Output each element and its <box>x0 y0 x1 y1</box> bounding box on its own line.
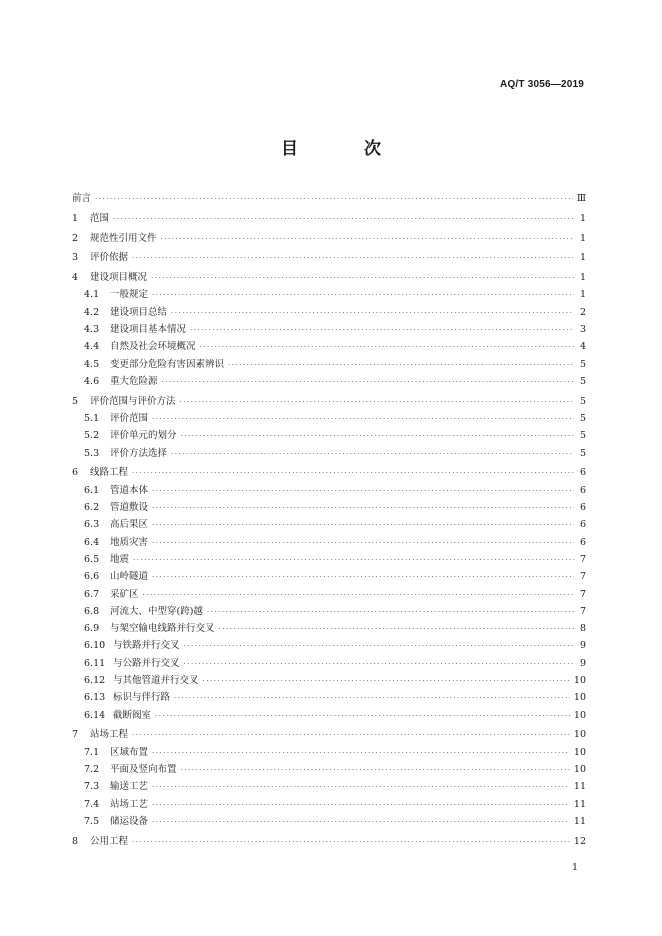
toc-entry[interactable] <box>72 707 586 724</box>
dot-leader <box>184 656 574 673</box>
toc-entry-page: 5 <box>579 395 586 407</box>
toc-entry-page: 11 <box>573 798 586 810</box>
toc-entry-number: 6.12 <box>84 675 106 687</box>
toc-entry[interactable] <box>72 393 586 410</box>
toc-entry-number: 6.13 <box>84 692 106 704</box>
toc-entry-number: 5.1 <box>84 413 100 425</box>
toc-entry-label: 规范性引用文件 <box>90 232 157 244</box>
toc-entry-page: 10 <box>573 709 586 721</box>
toc-entry-page: 6 <box>579 484 586 496</box>
dot-leader <box>95 191 573 208</box>
page-title: 目 次 <box>281 139 411 159</box>
toc-entry-page: 12 <box>573 835 586 847</box>
toc-entry-label: 平面及竖向布置 <box>110 764 177 775</box>
toc-entry[interactable] <box>72 249 586 266</box>
dot-leader <box>152 483 574 500</box>
toc-entry-page: 10 <box>573 729 586 741</box>
page-number: 1 <box>571 862 578 873</box>
toc-entry[interactable] <box>72 637 586 654</box>
dot-leader <box>152 500 574 517</box>
dot-leader <box>171 446 574 463</box>
toc-entry-number: 3 <box>72 252 79 264</box>
dot-leader <box>143 587 574 604</box>
toc-entry-label: 地震 <box>110 553 130 565</box>
toc-entry-page: 7 <box>579 553 586 565</box>
toc-entry-number: 6.14 <box>84 709 106 721</box>
toc-entry-page: 5 <box>579 447 586 459</box>
toc-entry-label: 评价方法选择 <box>110 447 168 459</box>
toc-entry-number: 7.5 <box>84 815 100 827</box>
dot-leader <box>190 322 574 339</box>
toc-entry-label: 与其他管道并行交叉 <box>113 675 199 687</box>
toc-entry-label: 重大危险源 <box>110 375 158 387</box>
toc-entry-number: 2 <box>72 232 79 244</box>
toc-entry-page: 6 <box>579 519 586 531</box>
toc-entry[interactable] <box>72 744 586 761</box>
toc-entry-label: 变更部分危险有害因素辨识 <box>110 358 225 370</box>
toc-entry[interactable] <box>72 499 586 516</box>
dot-leader <box>152 569 574 586</box>
toc-entry-number: 6.6 <box>84 571 100 583</box>
dot-leader <box>200 339 574 356</box>
toc-entry[interactable] <box>72 190 586 207</box>
dot-leader <box>207 604 574 621</box>
toc-entry-label: 管道本体 <box>110 484 149 496</box>
toc-entry-page: 5 <box>579 358 586 370</box>
table-of-contents <box>72 190 586 850</box>
dot-leader <box>228 357 574 374</box>
toc-entry-page: 10 <box>573 675 586 687</box>
dot-leader <box>132 834 570 851</box>
toc-entry-label: 地质灾害 <box>110 536 149 548</box>
toc-entry[interactable] <box>72 603 586 620</box>
toc-entry[interactable] <box>72 356 586 373</box>
toc-entry-label: 评价范围与评价方法 <box>90 395 176 407</box>
toc-entry-page: 1 <box>579 212 586 224</box>
toc-entry-page: 1 <box>579 252 586 264</box>
toc-entry[interactable] <box>72 410 586 427</box>
toc-entry-number: 7.2 <box>84 764 100 775</box>
dot-leader <box>151 270 574 287</box>
dot-leader <box>181 428 574 445</box>
toc-entry[interactable] <box>72 689 586 706</box>
toc-entry-page: 4 <box>579 341 586 353</box>
dot-leader <box>161 231 574 248</box>
toc-entry-number: 5.3 <box>84 447 100 459</box>
toc-entry[interactable] <box>72 833 586 850</box>
toc-entry-label: 高后果区 <box>110 519 149 531</box>
toc-entry-label: 评价依据 <box>90 252 129 264</box>
toc-entry-page: Ⅲ <box>576 193 586 204</box>
toc-entry-number: 6.5 <box>84 553 100 565</box>
toc-entry-page: 10 <box>573 764 586 775</box>
dot-leader <box>174 690 570 707</box>
toc-entry[interactable] <box>72 586 586 603</box>
toc-entry-label: 与铁路并行交叉 <box>113 640 180 652</box>
toc-entry-page: 11 <box>573 781 586 793</box>
dot-leader <box>152 411 574 428</box>
toc-entry[interactable] <box>72 655 586 672</box>
dot-leader <box>152 517 574 534</box>
toc-entry[interactable] <box>72 338 586 355</box>
toc-entry-page: 3 <box>579 324 586 336</box>
toc-entry[interactable] <box>72 778 586 795</box>
toc-entry-label: 前言 <box>72 193 92 204</box>
toc-entry-label: 山岭隧道 <box>110 571 149 583</box>
dot-leader <box>181 762 570 779</box>
toc-entry-page: 7 <box>579 571 586 583</box>
toc-entry[interactable] <box>72 534 586 551</box>
toc-entry[interactable] <box>72 672 586 689</box>
toc-entry[interactable] <box>72 427 586 444</box>
toc-entry-label: 范围 <box>90 212 110 224</box>
dot-leader <box>152 535 574 552</box>
toc-entry-page: 9 <box>579 657 586 669</box>
toc-entry-page: 6 <box>579 502 586 514</box>
toc-entry-number: 4.3 <box>84 324 100 336</box>
toc-entry-label: 储运设备 <box>110 815 149 827</box>
toc-entry-page: 5 <box>579 413 586 425</box>
toc-entry-label: 截断阀室 <box>113 709 152 721</box>
toc-entry-page: 5 <box>579 375 586 387</box>
dot-leader <box>184 638 574 655</box>
toc-entry-number: 4.4 <box>84 341 100 353</box>
toc-entry-label: 采矿区 <box>110 588 139 600</box>
toc-entry-label: 区域布置 <box>110 746 149 758</box>
toc-entry-label: 站场工艺 <box>110 798 149 810</box>
dot-leader <box>132 727 570 744</box>
toc-entry-label: 一般规定 <box>110 289 149 301</box>
toc-entry[interactable] <box>72 464 586 481</box>
dot-leader <box>219 621 574 638</box>
toc-entry[interactable] <box>72 321 586 338</box>
toc-entry[interactable] <box>72 482 586 499</box>
toc-entry-number: 1 <box>72 212 79 224</box>
toc-entry-number: 4.6 <box>84 375 100 387</box>
toc-entry-page: 1 <box>579 232 586 244</box>
toc-entry-label: 输送工艺 <box>110 781 149 793</box>
toc-entry-label: 建设项目概况 <box>90 272 148 284</box>
dot-leader <box>152 745 570 762</box>
dot-leader <box>171 305 574 322</box>
toc-entry-number: 7.4 <box>84 798 100 810</box>
toc-entry-number: 6.7 <box>84 588 100 600</box>
toc-entry-label: 自然及社会环境概况 <box>110 341 196 353</box>
toc-entry-number: 4.5 <box>84 358 100 370</box>
dot-leader <box>180 394 574 411</box>
toc-entry-number: 6.4 <box>84 536 100 548</box>
toc-entry-page: 8 <box>579 623 586 635</box>
dot-leader <box>162 374 574 391</box>
toc-entry[interactable] <box>72 726 586 743</box>
dot-leader <box>152 814 570 831</box>
dot-leader <box>152 287 574 304</box>
toc-entry-number: 6 <box>72 467 79 479</box>
toc-entry-number: 6.8 <box>84 605 100 617</box>
toc-entry-page: 2 <box>579 306 586 318</box>
dot-leader <box>152 779 570 796</box>
toc-entry[interactable] <box>72 445 586 462</box>
toc-entry-number: 6.9 <box>84 623 100 635</box>
toc-entry-label: 河流大、中型穿(跨)越 <box>110 605 203 617</box>
toc-entry-number: 5 <box>72 395 79 407</box>
toc-entry-label: 与公路并行交叉 <box>113 657 180 669</box>
toc-entry-page: 1 <box>579 289 586 301</box>
toc-entry[interactable] <box>72 304 586 321</box>
toc-entry-label: 建设项目基本情况 <box>110 324 187 336</box>
toc-entry-page: 9 <box>579 640 586 652</box>
dot-leader <box>133 552 574 569</box>
toc-entry-label: 标识与伴行路 <box>113 692 171 704</box>
toc-entry-page: 10 <box>573 746 586 758</box>
toc-entry-page: 6 <box>579 536 586 548</box>
toc-entry[interactable] <box>72 551 586 568</box>
toc-entry-page: 11 <box>573 815 586 827</box>
toc-entry-number: 6.3 <box>84 519 100 531</box>
toc-entry-number: 7.1 <box>84 746 100 758</box>
toc-entry-number: 7.3 <box>84 781 100 793</box>
dot-leader <box>155 708 570 725</box>
toc-entry-number: 8 <box>72 835 79 847</box>
toc-entry-page: 6 <box>579 467 586 479</box>
toc-entry-number: 4 <box>72 272 79 284</box>
toc-entry-number: 7 <box>72 729 79 741</box>
toc-entry-number: 6.1 <box>84 484 100 496</box>
toc-entry-label: 站场工程 <box>90 729 129 741</box>
toc-entry[interactable] <box>72 373 586 390</box>
toc-entry-number: 6.10 <box>84 640 106 652</box>
toc-entry[interactable] <box>72 796 586 813</box>
toc-entry[interactable] <box>72 286 586 303</box>
toc-entry[interactable] <box>72 761 586 778</box>
toc-entry-label: 评价范围 <box>110 413 149 425</box>
toc-entry-number: 5.2 <box>84 430 100 442</box>
toc-entry-page: 7 <box>579 605 586 617</box>
dot-leader <box>152 797 570 814</box>
toc-entry-number: 6.2 <box>84 502 100 514</box>
dot-leader <box>203 673 570 690</box>
toc-entry[interactable] <box>72 269 586 286</box>
toc-entry[interactable] <box>72 813 586 830</box>
dot-leader <box>113 211 574 228</box>
document-code: AQ/T 3056—2019 <box>500 79 584 90</box>
toc-entry-label: 公用工程 <box>90 835 129 847</box>
dot-leader <box>132 250 574 267</box>
toc-entry-label: 建设项目总结 <box>110 306 168 318</box>
dot-leader <box>132 465 574 482</box>
toc-entry[interactable] <box>72 620 586 637</box>
toc-entry[interactable] <box>72 516 586 533</box>
toc-entry-label: 管道敷设 <box>110 502 149 514</box>
toc-entry[interactable] <box>72 568 586 585</box>
toc-entry[interactable] <box>72 230 586 247</box>
toc-entry-page: 7 <box>579 588 586 600</box>
toc-entry-number: 4.2 <box>84 306 100 318</box>
toc-entry-number: 4.1 <box>84 289 100 301</box>
toc-entry-page: 5 <box>579 430 586 442</box>
toc-entry-label: 与架空输电线路并行交叉 <box>110 623 215 635</box>
toc-entry-page: 1 <box>579 272 586 284</box>
toc-entry-label: 评价单元的划分 <box>110 430 177 442</box>
toc-entry-page: 10 <box>573 692 586 704</box>
toc-entry-number: 6.11 <box>84 657 106 669</box>
toc-entry[interactable] <box>72 210 586 227</box>
toc-entry-label: 线路工程 <box>90 467 129 479</box>
